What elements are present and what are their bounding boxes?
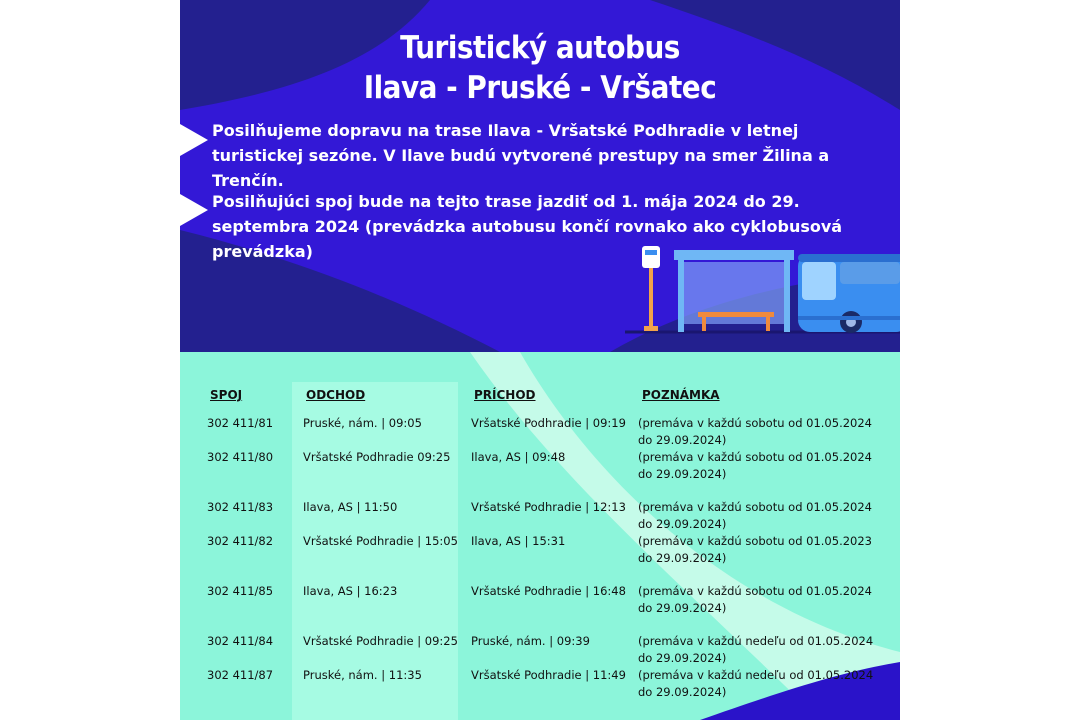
row-odchod: Vršatské Podhradie 09:25 (303, 450, 451, 464)
bus-stop-sign-icon (642, 246, 660, 331)
row-odchod: Pruské, nám. | 09:05 (303, 416, 422, 430)
row-poznamka: (premáva v každú sobotu od 01.05.2024 do 29.09.2024) (638, 450, 872, 481)
row-spoj: 302 411/83 (207, 500, 274, 514)
header-section (180, 0, 900, 352)
poster (180, 0, 900, 720)
bus-icon (798, 254, 900, 333)
row-prichod: Vršatské Podhradie | 11:49 (471, 668, 626, 682)
row-poznamka: (premáva v každú sobotu od 01.05.2024 do 29.09.2024) (638, 500, 872, 531)
row-spoj: 302 411/87 (207, 668, 274, 682)
row-odchod: Ilava, AS | 16:23 (303, 584, 398, 598)
header-odchod: ODCHOD (306, 388, 366, 402)
paragraph-2: Posilňujúci spoj bude na tejto trase jazdiť od 1. mája 2024 do 29. septembra 2024 (prevádzka autobusu končí rovnako ako cyklobusová prevádzka) (212, 192, 843, 261)
row-prichod: Vršatské Podhradie | 12:13 (471, 500, 626, 514)
row-poznamka: (premáva v každú sobotu od 01.05.2024 do 29.09.2024) (638, 584, 872, 615)
paragraph-1: Posilňujeme dopravu na trase Ilava - Vršatské Podhradie v letnej turistickej sezóne. V Ilave budú vytvorené prestupy na smer Žilina a Trenčín. (212, 121, 830, 190)
row-spoj: 302 411/80 (207, 450, 274, 464)
row-spoj: 302 411/84 (207, 634, 274, 648)
row-poznamka: (premáva v každú nedeľu od 01.05.2024 do 29.09.2024) (638, 634, 874, 665)
title-line-2: Ilava - Pruské - Vršatec (363, 70, 717, 106)
row-odchod: Pruské, nám. | 11:35 (303, 668, 422, 682)
row-spoj: 302 411/81 (207, 416, 274, 430)
row-odchod: Vršatské Podhradie | 15:05 (303, 534, 458, 548)
timetable-section (180, 352, 900, 720)
row-spoj: 302 411/82 (207, 534, 274, 548)
title-line-1: Turistický autobus (400, 30, 680, 66)
header-prichod: PRÍCHOD (474, 388, 536, 402)
row-prichod: Pruské, nám. | 09:39 (471, 634, 590, 648)
header-spoj: SPOJ (210, 388, 243, 402)
row-prichod: Vršatské Podhradie | 16:48 (471, 584, 626, 598)
row-poznamka: (premáva v každú sobotu od 01.05.2024 do 29.09.2024) (638, 416, 872, 447)
row-odchod: Vršatské Podhradie | 09:25 (303, 634, 458, 648)
row-prichod: Ilava, AS | 15:31 (471, 534, 566, 548)
bus-shelter-icon (674, 250, 794, 332)
row-prichod: Vršatské Podhradie | 09:19 (471, 416, 626, 430)
row-prichod: Ilava, AS | 09:48 (471, 450, 566, 464)
bus-stop-illustration (180, 0, 900, 352)
row-spoj: 302 411/85 (207, 584, 274, 598)
row-poznamka: (premáva v každú nedeľu od 01.05.2024 do 29.09.2024) (638, 668, 874, 699)
row-poznamka: (premáva v každú sobotu od 01.05.2023 do 29.09.2024) (638, 534, 872, 565)
row-odchod: Ilava, AS | 11:50 (303, 500, 398, 514)
header-poznamka: POZNÁMKA (642, 388, 720, 402)
